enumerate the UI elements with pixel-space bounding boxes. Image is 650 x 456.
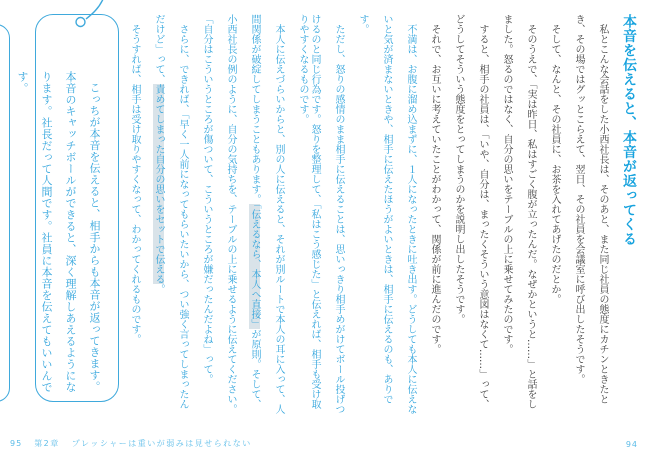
paragraph bbox=[446, 14, 494, 416]
highlighted-phrase: 責めてしまった自分の思いをセットで伝える bbox=[153, 84, 164, 284]
page-94-body bbox=[302, 14, 614, 416]
text-segment: そうすれば、相手は受け取りやすくなって、わかってくれるものです。 bbox=[129, 24, 140, 344]
speech-bubble-text: こっちが本音を伝えると、相手からも本音が返ってきます。本音のキャッチボールができると、深く理解しあえるようになります。社長だって人間です。社員に本音を伝えてもいいんです。 bbox=[16, 71, 101, 393]
page-95-body bbox=[122, 14, 314, 416]
paragraph bbox=[146, 14, 194, 416]
page-95-text bbox=[122, 14, 314, 416]
paragraph bbox=[290, 14, 314, 416]
section-heading: 本音を伝えると、本音が返ってくる bbox=[621, 14, 637, 246]
text-segment: そして、なんと、その社員に、お茶を入れてあげたのだとか。 bbox=[549, 24, 560, 304]
right-footer bbox=[626, 440, 638, 449]
page-number-left: 95 bbox=[10, 439, 23, 448]
paragraph bbox=[194, 14, 290, 416]
text-segment: りやすくなるものです。 bbox=[297, 14, 308, 124]
speech-bubble bbox=[16, 14, 119, 402]
text-segment: ただし、怒りの感情のまま相手に伝えることは、思いっきり相手めがけてボール投げつけるのと同じ行為です。怒りを整理して、「私はこう感じた」と伝えれば、相手も受け取 bbox=[309, 14, 344, 414]
chapter-label: 第2章 bbox=[34, 439, 60, 448]
page-94-text bbox=[309, 14, 642, 416]
paragraph bbox=[122, 14, 146, 416]
text-segment: すると、相手の社員は、「いや、自分は、まったくそういう意図はなくて……」って、どうしてそういう態度をとってしまうのかを説明し出したそうです。 bbox=[453, 14, 488, 409]
left-footer bbox=[10, 438, 252, 449]
text-segment: 。 bbox=[153, 284, 164, 294]
highlighted-phrase: 「伝えるなら、本人へ直接」 bbox=[249, 204, 260, 329]
text-segment: 本人に伝えづらいからと、別の人に伝えると、それが別ルートで本人の耳に入って、人間関係が破綻してしまうこともあります。 bbox=[249, 14, 284, 414]
paragraph bbox=[566, 14, 614, 416]
clipped-bubble-edge bbox=[0, 24, 10, 402]
text-segment: 私とこんな会話をした小西社長は、そのあと、また同じ社員の態度にカチンときたとき、その場ではグッとこらえて、翌日、その社員を会議室に呼び出したそうです。 bbox=[573, 14, 608, 404]
paragraph bbox=[422, 14, 446, 416]
text-segment: が原則。そして、小西社長の例のように、自分の気持ちを、テーブルの上に乗せるように伝えてください。「自分はこういうところが傷ついて、こういうところが嫌だったんだよね」って。 bbox=[201, 14, 260, 414]
chapter-title: プレッシャーは重いが弱みは見せられない bbox=[71, 439, 252, 448]
text-segment: さらに、できれば、「早く一人前になってもらいたいから、つい強く言ってしまったんだけど」って、 bbox=[153, 14, 188, 409]
page-number-right: 94 bbox=[625, 440, 638, 449]
text-segment: それで、お互いに考えていたことがわかって、関係が前に進んだのです。 bbox=[429, 24, 440, 354]
paragraph bbox=[494, 14, 542, 416]
text-segment: そのうえで、「実は昨日、私はすごく腹が立ったんだ。なぜかというと……」と話をしました。怒るのではなく、自分の思いをテーブルの上に乗せてみたのです。 bbox=[501, 14, 536, 409]
paragraph bbox=[350, 14, 422, 416]
text-segment: 不満は、お腹に溜め込まずに、１人になったときに吐き出す。どうしても本人に伝えないと気が済まないときや、相手に伝えたほうがよいときは、相手に伝えるのも、ありです。 bbox=[357, 14, 416, 414]
paragraph bbox=[542, 14, 566, 416]
